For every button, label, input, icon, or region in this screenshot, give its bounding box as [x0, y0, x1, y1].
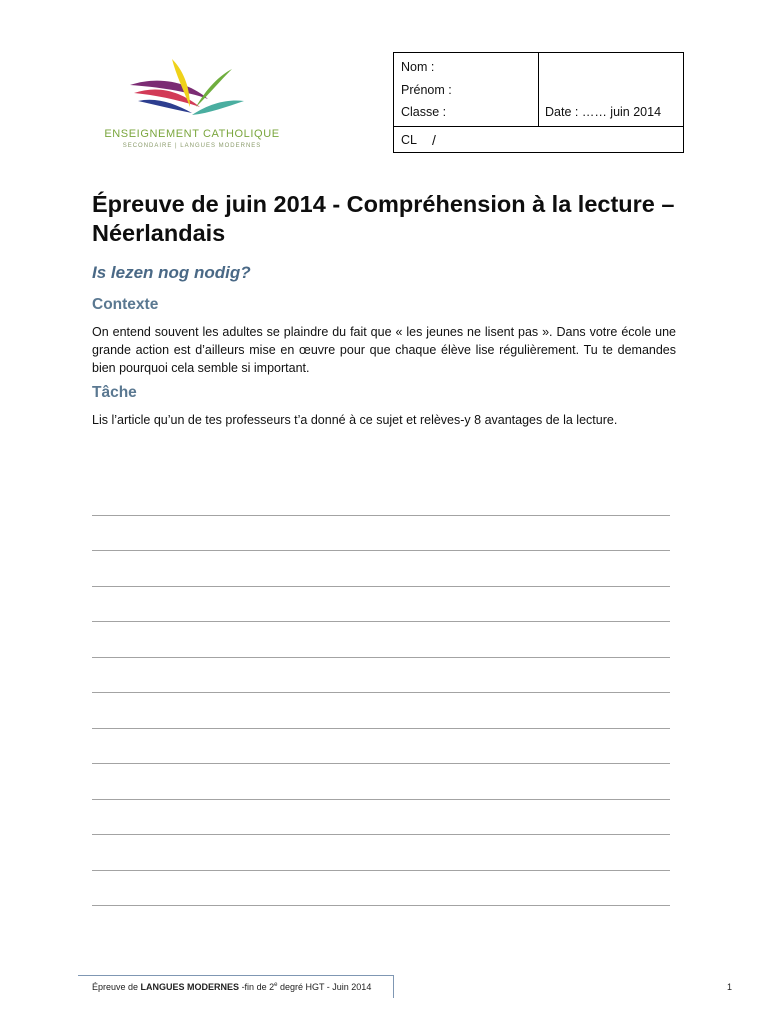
brush-strokes-logo-icon: [120, 55, 250, 127]
context-paragraph: On entend souvent les adultes se plaindre du fait que « les jeunes ne lisent pas ». Dans votre école une grande action est d’ailleurs mise en œuvre pour que chaque élève lise régulièrement. Tu te demandes bien pourquoi cela semble si important.: [92, 325, 676, 375]
answer-line: [92, 587, 670, 623]
box-divider: [394, 126, 683, 127]
answer-line: [92, 480, 670, 516]
answer-line: [92, 764, 670, 800]
cl-label: CL: [401, 133, 417, 147]
footer-bold: LANGUES MODERNES: [140, 982, 240, 992]
answer-line: [92, 835, 670, 871]
cl-slash: /: [432, 132, 436, 148]
nom-label: Nom :: [401, 60, 435, 74]
article-subtitle: Is lezen nog nodig?: [92, 263, 251, 282]
classe-label: Classe :: [401, 105, 447, 119]
answer-line: [92, 658, 670, 694]
footer-middle: -fin de 2: [239, 982, 275, 992]
footer-prefix: Épreuve de: [92, 982, 141, 992]
answer-line: [92, 693, 670, 729]
answer-line: [92, 871, 670, 907]
answer-lines: [92, 480, 670, 906]
logo-subtitle: SECONDAIRE | LANGUES MODERNES: [122, 143, 262, 149]
task-heading: Tâche: [92, 384, 137, 401]
context-heading: Contexte: [92, 296, 159, 313]
footer-suffix: degré HGT - Juin 2014: [277, 982, 372, 992]
task-paragraph: Lis l’article qu’un de tes professeurs t’a donné à ce sujet et relèves-y 8 avantages de la lecture.: [92, 413, 618, 427]
exam-title: Épreuve de juin 2014 - Compréhension à la lecture – Néerlandais: [92, 191, 675, 246]
answer-line: [92, 622, 670, 658]
footer-sup: e: [274, 982, 278, 988]
enseignement-catholique-logo: [100, 55, 280, 155]
prenom-label: Prénom :: [401, 83, 452, 97]
answer-line: [92, 800, 670, 836]
identity-cell: [394, 53, 539, 126]
logo-name: ENSEIGNEMENT CATHOLIQUE: [104, 128, 280, 140]
footer-text: [92, 982, 371, 992]
answer-line: [92, 516, 670, 552]
answer-line: [92, 551, 670, 587]
date-label: Date : …… juin 2014: [545, 105, 662, 119]
answer-line: [92, 729, 670, 765]
student-info-box: [393, 52, 684, 153]
page-number: 1: [727, 982, 733, 992]
